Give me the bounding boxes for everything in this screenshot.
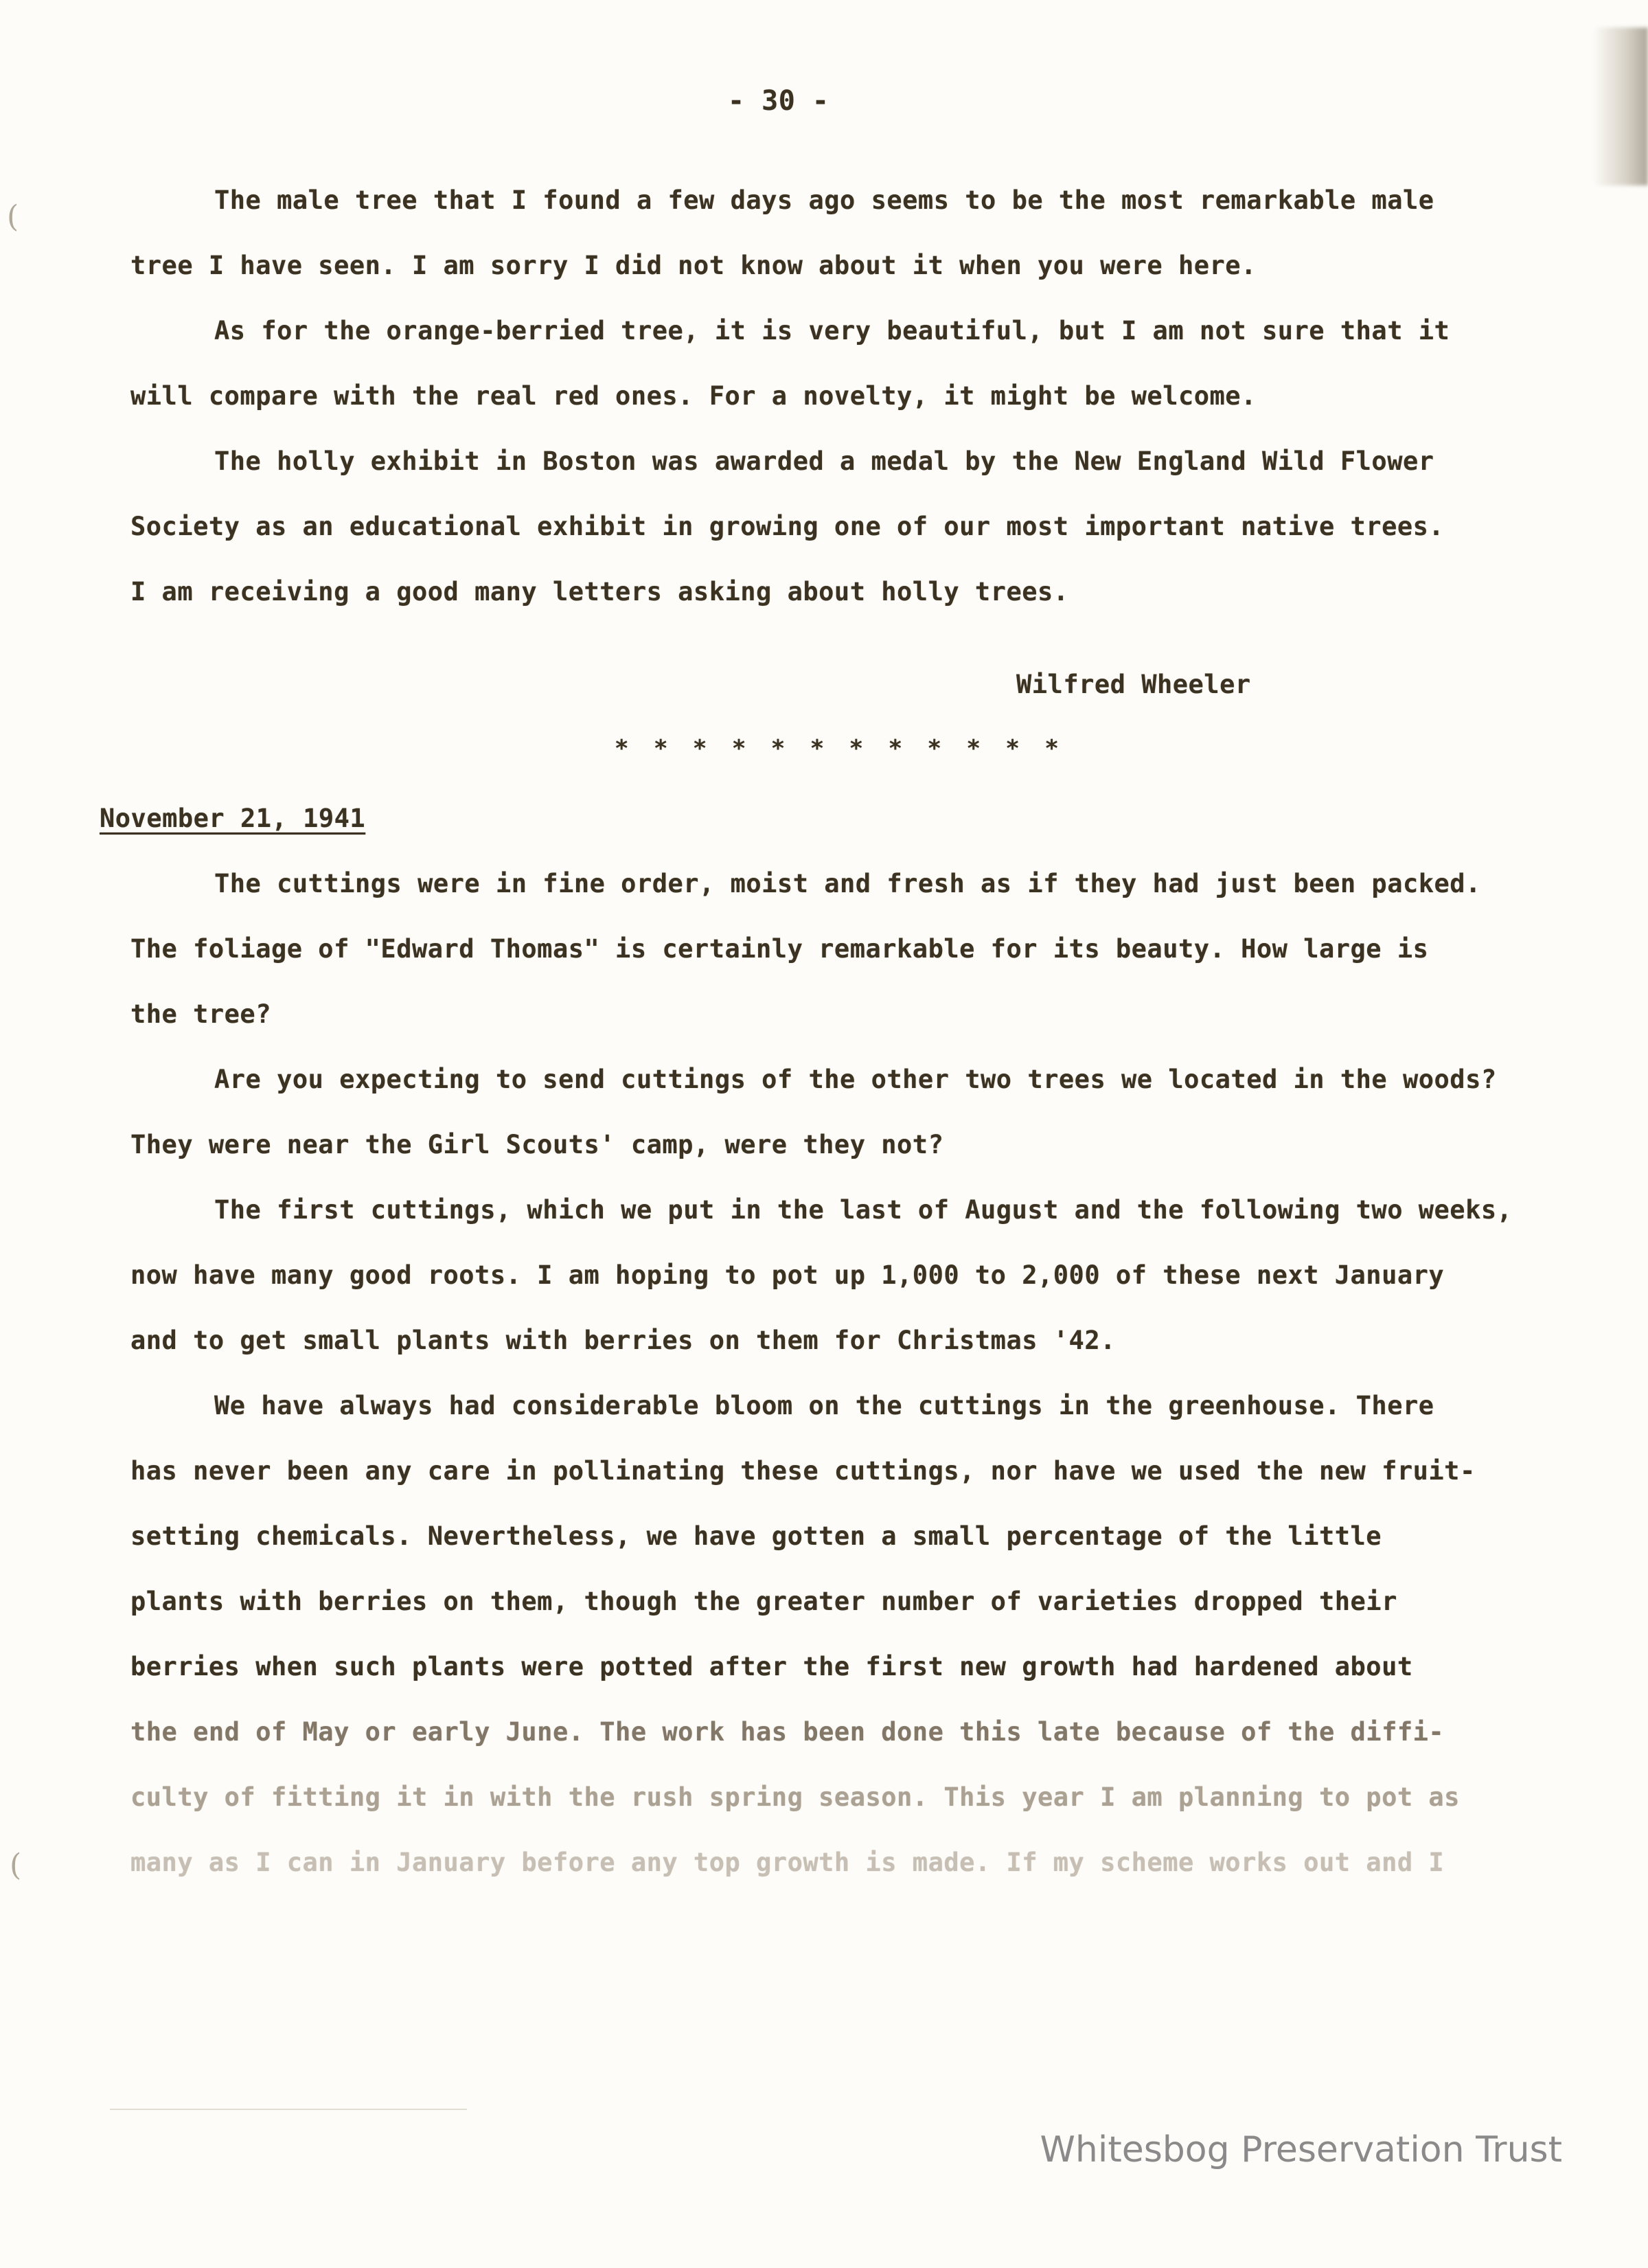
paragraph-line: many as I can in January before any top growth is made. If my scheme works out and I xyxy=(130,1848,1445,1877)
section-separator: * * * * * * * * * * * * xyxy=(615,735,1064,762)
signature: Wilfred Wheeler xyxy=(1016,670,1251,699)
paragraph-line: I am receiving a good many letters asking about holly trees. xyxy=(130,577,1069,606)
paragraph-line: As for the orange-berried tree, it is very beautiful, but I am not sure that it xyxy=(214,316,1450,345)
scan-edge-mark: ( xyxy=(10,1848,22,1883)
paragraph-line: the tree? xyxy=(130,999,271,1029)
paragraph-line: The holly exhibit in Boston was awarded a medal by the New England Wild Flower xyxy=(214,446,1434,476)
letter-date: November 21, 1941 xyxy=(100,804,366,833)
paragraph-line: The cuttings were in fine order, moist and fresh as if they had just been packed. xyxy=(214,869,1481,898)
paragraph-line: now have many good roots. I am hoping to pot up 1,000 to 2,000 of these next January xyxy=(130,1260,1445,1290)
scan-edge-mark: ( xyxy=(7,199,19,234)
paragraph-line: plants with berries on them, though the greater number of varieties dropped their xyxy=(130,1587,1397,1616)
paragraph-line: tree I have seen. I am sorry I did not know about it when you were here. xyxy=(130,251,1257,280)
paragraph-line: culty of fitting it in with the rush spring season. This year I am planning to pot as xyxy=(130,1782,1460,1812)
paragraph-line: has never been any care in pollinating these cuttings, nor have we used the new fruit- xyxy=(130,1456,1476,1486)
paragraph-line: Are you expecting to send cuttings of the other two trees we located in the woods? xyxy=(214,1065,1497,1094)
paragraph-line: setting chemicals. Nevertheless, we have gotten a small percentage of the little xyxy=(130,1521,1382,1551)
paragraph-line: berries when such plants were potted after the first new growth had hardened about xyxy=(130,1652,1413,1681)
paragraph-line: Society as an educational exhibit in growing one of our most important native trees. xyxy=(130,512,1445,541)
watermark: Whitesbog Preservation Trust xyxy=(1040,2129,1562,2170)
scan-edge-shadow xyxy=(1593,27,1648,185)
paragraph-line: the end of May or early June. The work has been done this late because of the diffi- xyxy=(130,1717,1445,1747)
bottom-rule xyxy=(110,2109,467,2110)
paragraph-line: The male tree that I found a few days ago seems to be the most remarkable male xyxy=(214,185,1434,215)
paragraph-line: They were near the Girl Scouts' camp, were they not? xyxy=(130,1130,944,1159)
paragraph-line: will compare with the real red ones. For a novelty, it might be welcome. xyxy=(130,381,1257,411)
paragraph-line: The first cuttings, which we put in the last of August and the following two weeks, xyxy=(214,1195,1513,1225)
paragraph-line: and to get small plants with berries on them for Christmas '42. xyxy=(130,1326,1116,1355)
paragraph-line: We have always had considerable bloom on the cuttings in the greenhouse. There xyxy=(214,1391,1434,1420)
paragraph-line: The foliage of "Edward Thomas" is certainly remarkable for its beauty. How large is xyxy=(130,934,1429,964)
page-number: - 30 - xyxy=(728,85,829,117)
